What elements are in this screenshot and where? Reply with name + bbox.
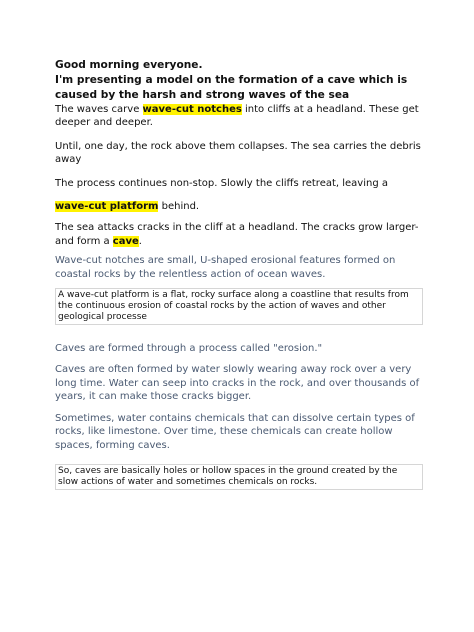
paragraph-wave-notches <box>55 103 423 130</box>
text-span: . <box>138 235 142 247</box>
platform-definition-box: A wave-cut platform is a flat, rocky surface along a coastline that results from the continuous erosion of coastal rocks by the action of waves and other geological processe <box>55 288 423 325</box>
highlight-wave-cut-notches: wave-cut notches <box>142 104 242 115</box>
text-span: into cliffs at a headland. These get deeper and deeper. <box>55 104 419 129</box>
notches-definition: Wave-cut notches are small, U-shaped erosional features formed on coastal rocks by the relentless action of ocean waves. <box>55 255 396 280</box>
highlight-cave: cave <box>112 235 139 247</box>
text-span: behind. <box>158 201 200 213</box>
paragraph-platform <box>55 200 423 213</box>
paragraph-process: The process continues non-stop. Slowly the cliffs retreat, leaving a <box>55 177 388 189</box>
summary-box: So, caves are basically holes or hollow spaces in the ground created by the slow actions of water and sometimes chemicals on rocks. <box>55 464 423 490</box>
greeting-heading: Good morning everyone. <box>55 59 203 71</box>
paragraph-collapse: Until, one day, the rock above them collapses. The sea carries the debris away <box>55 140 421 166</box>
paragraph-cave <box>55 221 423 248</box>
text-span: The waves carve <box>55 104 143 115</box>
highlight-wave-cut-platform: wave-cut platform <box>55 201 159 213</box>
caves-water-paragraph: Caves are often formed by water slowly wearing away rock over a very long time. Water can seep into cracks in the rock, and over thousands of years, it can make those cracks bigger. <box>55 364 420 403</box>
caves-chemicals-paragraph: Sometimes, water contains chemicals that can dissolve certain types of rocks, like limestone. Over time, these chemicals can create hollow spaces, forming caves. <box>55 412 415 451</box>
text-span: The sea attacks cracks in the cliff at a headland. The cracks grow larger- and form a <box>55 222 419 247</box>
caves-intro: Caves are formed through a process called "erosion." <box>55 343 323 355</box>
presentation-heading: I'm presenting a model on the formation of a cave which is caused by the harsh and strong waves of the sea <box>55 74 408 101</box>
document-content <box>55 58 423 499</box>
